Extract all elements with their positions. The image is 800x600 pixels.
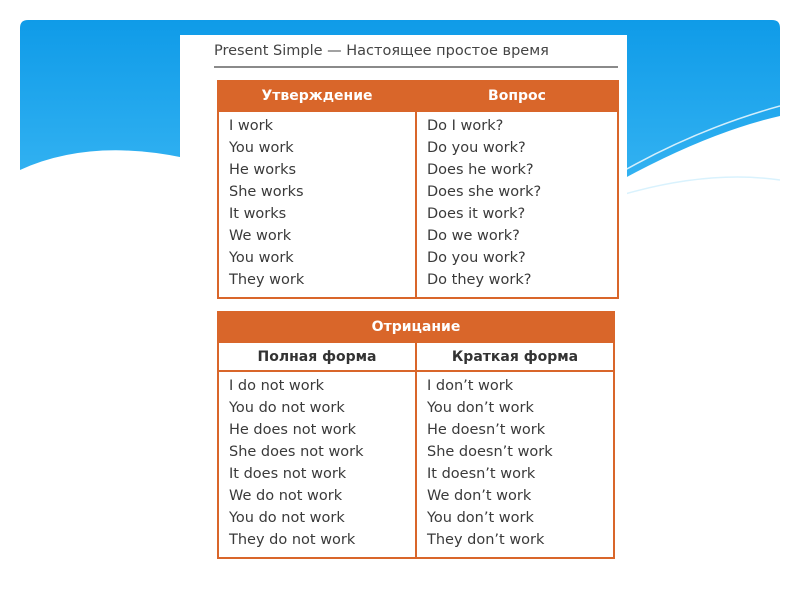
affirmative-question-table bbox=[217, 80, 619, 299]
subheader-row bbox=[218, 342, 614, 371]
question-header: Вопрос bbox=[416, 81, 618, 111]
table-row bbox=[218, 111, 618, 298]
list-item: I don’t work bbox=[427, 378, 514, 394]
list-item: They don’t work bbox=[427, 532, 545, 548]
list-item: You work bbox=[229, 140, 294, 156]
list-item: We do not work bbox=[229, 488, 343, 504]
list-item: Does he work? bbox=[427, 162, 534, 178]
list-item: She works bbox=[229, 184, 304, 200]
list-item: I work bbox=[229, 118, 273, 134]
list-item: We work bbox=[229, 228, 292, 244]
affirmative-header: Утверждение bbox=[218, 81, 416, 111]
header-row bbox=[218, 312, 614, 342]
list-item: You do not work bbox=[229, 510, 345, 526]
list-item: Do I work? bbox=[427, 118, 504, 134]
list-item: Do they work? bbox=[427, 272, 532, 288]
page-title: Present Simple — Настоящее простое время bbox=[214, 43, 549, 59]
list-item: They do not work bbox=[229, 532, 356, 548]
list-item: Does it work? bbox=[427, 206, 526, 222]
short-form-column bbox=[416, 371, 614, 558]
list-item: You work bbox=[229, 250, 294, 266]
list-item: Do we work? bbox=[427, 228, 520, 244]
list-item: He works bbox=[229, 162, 297, 178]
list-item: You do not work bbox=[229, 400, 345, 416]
title-underline bbox=[214, 66, 618, 68]
list-item: It works bbox=[229, 206, 287, 222]
list-item: She doesn’t work bbox=[427, 444, 553, 460]
list-item: Do you work? bbox=[427, 140, 526, 156]
full-form-column bbox=[218, 371, 416, 558]
header-row bbox=[218, 81, 618, 111]
question-column bbox=[416, 111, 618, 298]
list-item: We don’t work bbox=[427, 488, 532, 504]
list-item: He does not work bbox=[229, 422, 357, 438]
list-item: She does not work bbox=[229, 444, 364, 460]
table-row bbox=[218, 371, 614, 558]
short-form-header: Краткая форма bbox=[416, 342, 614, 371]
list-item: He doesn’t work bbox=[427, 422, 546, 438]
negative-header: Отрицание bbox=[218, 312, 614, 342]
list-item: You don’t work bbox=[427, 400, 534, 416]
affirmative-column bbox=[218, 111, 416, 298]
list-item: You don’t work bbox=[427, 510, 534, 526]
list-item: I do not work bbox=[229, 378, 325, 394]
list-item: They work bbox=[229, 272, 305, 288]
list-item: It doesn’t work bbox=[427, 466, 536, 482]
list-item: It does not work bbox=[229, 466, 347, 482]
full-form-header: Полная форма bbox=[218, 342, 416, 371]
list-item: Does she work? bbox=[427, 184, 542, 200]
textbook-card bbox=[180, 35, 627, 566]
negative-table bbox=[217, 311, 615, 559]
list-item: Do you work? bbox=[427, 250, 526, 266]
